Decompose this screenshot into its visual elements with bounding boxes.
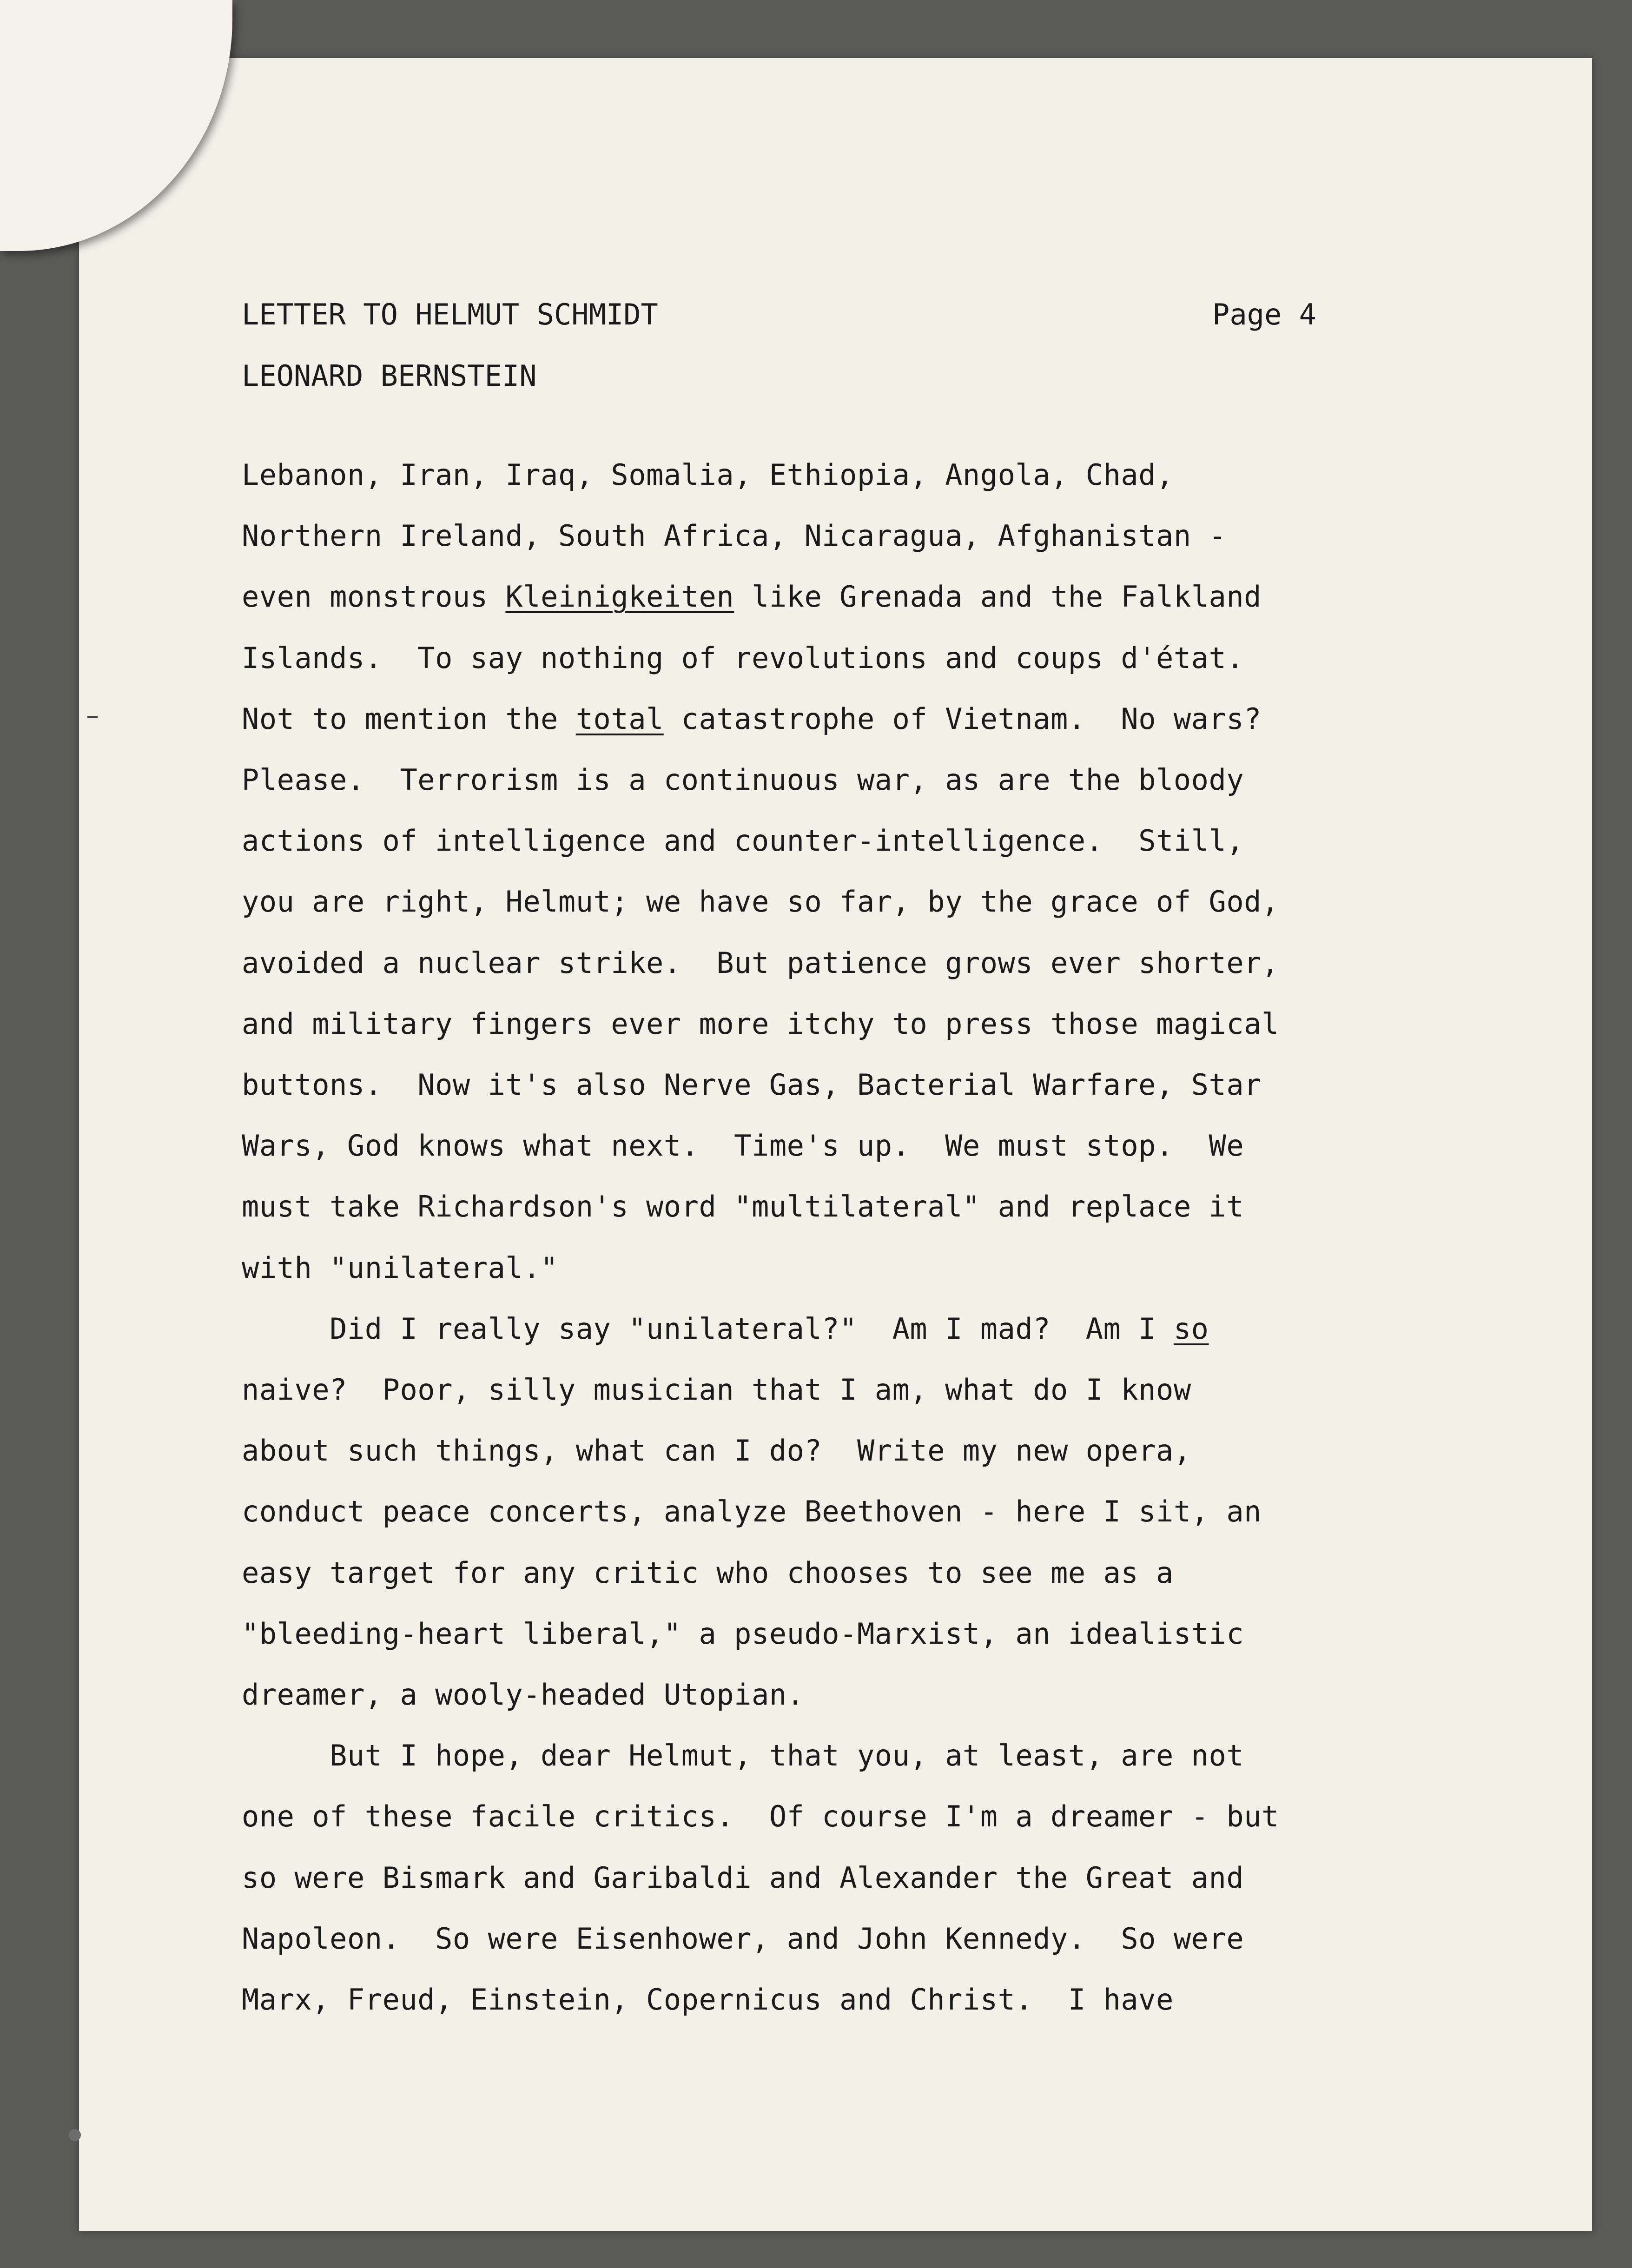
body-line: buttons. Now it's also Nerve Gas, Bacterial Warfare, Star xyxy=(242,1068,1262,1102)
body-line: Napoleon. So were Eisenhower, and John Kennedy. So were xyxy=(242,1921,1244,1956)
letter-title: LETTER TO HELMUT SCHMIDT xyxy=(242,298,658,331)
body-line: one of these facile critics. Of course I'm a dreamer - but xyxy=(242,1799,1279,1834)
body-line: Northern Ireland, South Africa, Nicaragua, Afghanistan - xyxy=(242,519,1227,553)
body-line: Lebanon, Iran, Iraq, Somalia, Ethiopia, Angola, Chad, xyxy=(242,458,1174,492)
body-line: with "unilateral." xyxy=(242,1250,558,1285)
body-line: so were Bismark and Garibaldi and Alexander the Great and xyxy=(242,1860,1244,1895)
underlined-word: Kleinigkeiten xyxy=(505,580,734,614)
body-line: "bleeding-heart liberal," a pseudo-Marxist, an idealistic xyxy=(242,1616,1244,1651)
punch-mark xyxy=(69,2129,81,2141)
underlined-word: total xyxy=(575,701,664,736)
body-line: Please. Terrorism is a continuous war, as are the bloody xyxy=(242,763,1244,797)
body-line: Marx, Freud, Einstein, Copernicus and Christ. I have xyxy=(242,1983,1174,2017)
body-line: about such things, what can I do? Write my new opera, xyxy=(242,1434,1191,1468)
underlined-word: so xyxy=(1173,1311,1209,1346)
body-line xyxy=(242,702,1262,736)
author-name: LEONARD BERNSTEIN xyxy=(242,359,537,393)
page-number: Page 4 xyxy=(1212,298,1316,331)
body-line: easy target for any critic who chooses to see me as a xyxy=(242,1555,1174,1590)
body-text-span: like Grenada and the Falkland xyxy=(734,580,1262,614)
body-line: and military fingers ever more itchy to press those magical xyxy=(242,1006,1279,1041)
body-line: naive? Poor, silly musician that I am, what do I know xyxy=(242,1373,1191,1407)
body-line: dreamer, a wooly-headed Utopian. xyxy=(242,1678,805,1712)
body-text-span: catastrophe of Vietnam. No wars? xyxy=(663,701,1262,736)
body-line: must take Richardson's word "multilateral" and replace it xyxy=(242,1190,1244,1224)
body-line xyxy=(242,580,1262,614)
speck xyxy=(87,716,98,718)
body-line: you are right, Helmut; we have so far, by the grace of God, xyxy=(242,885,1279,919)
body-line: Islands. To say nothing of revolutions and coups d'état. xyxy=(242,641,1244,675)
body-text-span: even monstrous xyxy=(242,580,506,614)
body-text-span: Did I really say "unilateral?" Am I mad? Am I xyxy=(242,1311,1174,1346)
body-line xyxy=(242,1312,1209,1346)
body-line: Wars, God knows what next. Time's up. We must stop. We xyxy=(242,1129,1244,1163)
body-line: actions of intelligence and counter-intelligence. Still, xyxy=(242,824,1244,858)
body-line: conduct peace concerts, analyze Beethoven - here I sit, an xyxy=(242,1494,1262,1529)
body-text-span: Not to mention the xyxy=(242,701,576,736)
body-line: But I hope, dear Helmut, that you, at least, are not xyxy=(242,1739,1244,1773)
body-line: avoided a nuclear strike. But patience grows ever shorter, xyxy=(242,946,1279,980)
